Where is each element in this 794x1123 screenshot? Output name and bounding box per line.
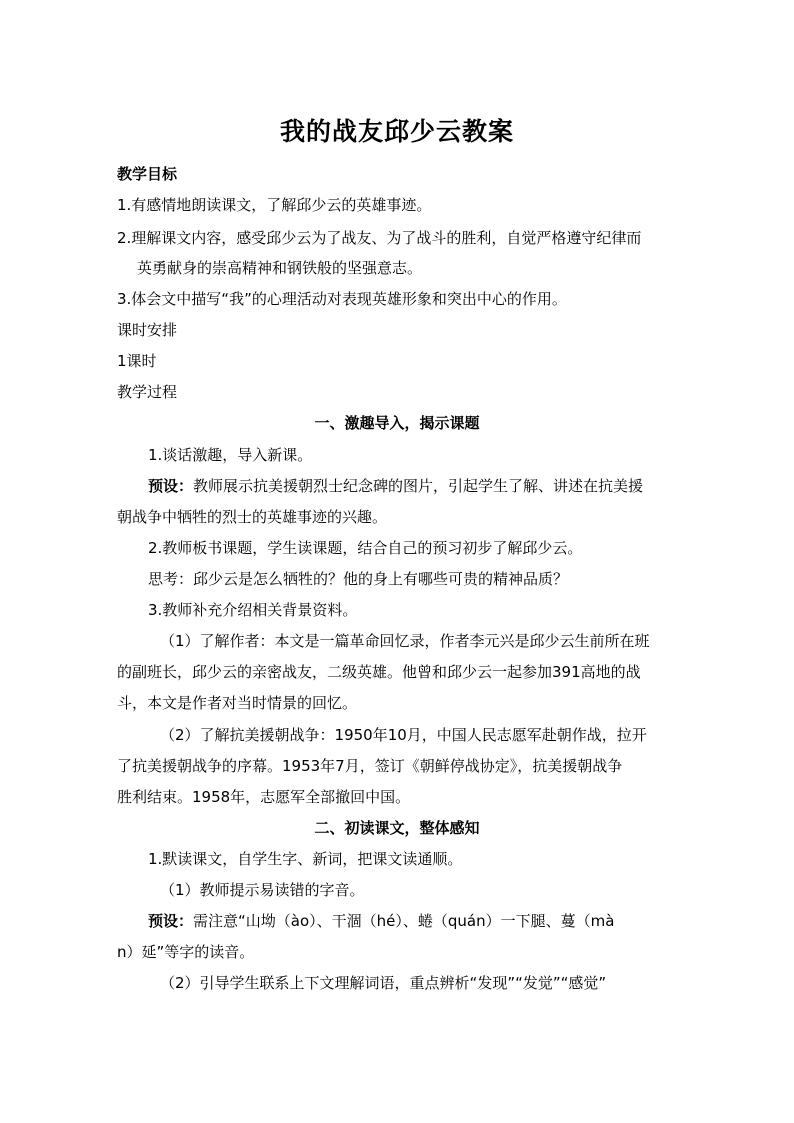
author-info: （1）了解作者：本文是一篇革命回忆录，作者李元兴是邱少云生前所在班	[160, 632, 650, 650]
preset-text: 需注意“山坳（ào）、干涸（hé）、蜷（quán）一下腿、蔓（mà	[193, 912, 615, 930]
preset-paragraph-1-continued: 朝战争中牺牲的烈士的英雄事迹的兴趣。	[117, 508, 388, 526]
pronunciation-tip: （1）教师提示易读错的字音。	[160, 881, 365, 899]
goal-3: 3.体会文中描写“我”的心理活动对表现英雄形象和突出中心的作用。	[117, 290, 567, 308]
war-info-continued-2: 胜利结束。1958年，志愿军全部撤回中国。	[117, 788, 411, 806]
author-info-continued-1: 的副班长，邱少云的亲密战友，二级英雄。他曾和邱少云一起参加391高地的战	[117, 663, 641, 681]
document-title: 我的战友邱少云教案	[279, 117, 514, 146]
war-info-continued-1: 了抗美援朝战争的序幕。1953年7月，签订《朝鲜停战协定》，抗美援朝战争	[117, 757, 623, 775]
preset-paragraph-2-continued: n）延”等字的读音。	[117, 943, 255, 961]
think-question: 思考：邱少云是怎么牺牲的？他的身上有哪些可贵的精神品质？	[148, 570, 569, 588]
vocabulary-step: （2）引导学生联系上下文理解词语，重点辨析“发现”“发觉”“感觉”	[160, 974, 607, 992]
goal-1: 1.有感情地朗读课文，了解邱少云的英雄事迹。	[117, 196, 432, 214]
preset-label: 预设：	[148, 477, 194, 495]
part-one-heading: 一、激趣导入，揭示课题	[314, 414, 480, 432]
preset-paragraph-1	[148, 476, 708, 496]
section-heading-goals: 教学目标	[117, 165, 178, 183]
part-two-heading: 二、初读课文，整体感知	[314, 819, 480, 837]
preset-label: 预设：	[148, 912, 194, 930]
reading-step-1: 1.默读课文，自学生字、新词，把课文读通顺。	[148, 850, 463, 868]
section-heading-process: 教学过程	[117, 383, 178, 401]
goal-2: 2.理解课文内容，感受邱少云为了战友、为了战斗的胜利，自觉严格遵守纪律而	[117, 229, 642, 247]
step-1: 1.谈话激趣，导入新课。	[148, 446, 313, 464]
preset-text: 教师展示抗美援朝烈士纪念碑的图片，引起学生了解、讲述在抗美援	[193, 477, 644, 495]
war-info: （2）了解抗美援朝战争：1950年10月，中国人民志愿军赴朝作战，拉开	[160, 726, 647, 744]
preset-paragraph-2	[148, 911, 708, 931]
author-info-continued-2: 斗，本文是作者对当时情景的回忆。	[117, 694, 358, 712]
section-heading-schedule: 课时安排	[117, 321, 178, 339]
goal-2-continued: 英勇献身的崇高精神和钢铁般的坚强意志。	[137, 259, 423, 277]
step-3: 3.教师补充介绍相关背景资料。	[148, 601, 358, 619]
schedule-value: 1课时	[117, 352, 157, 370]
step-2: 2.教师板书课题，学生读课题，结合自己的预习初步了解邱少云。	[148, 539, 583, 557]
